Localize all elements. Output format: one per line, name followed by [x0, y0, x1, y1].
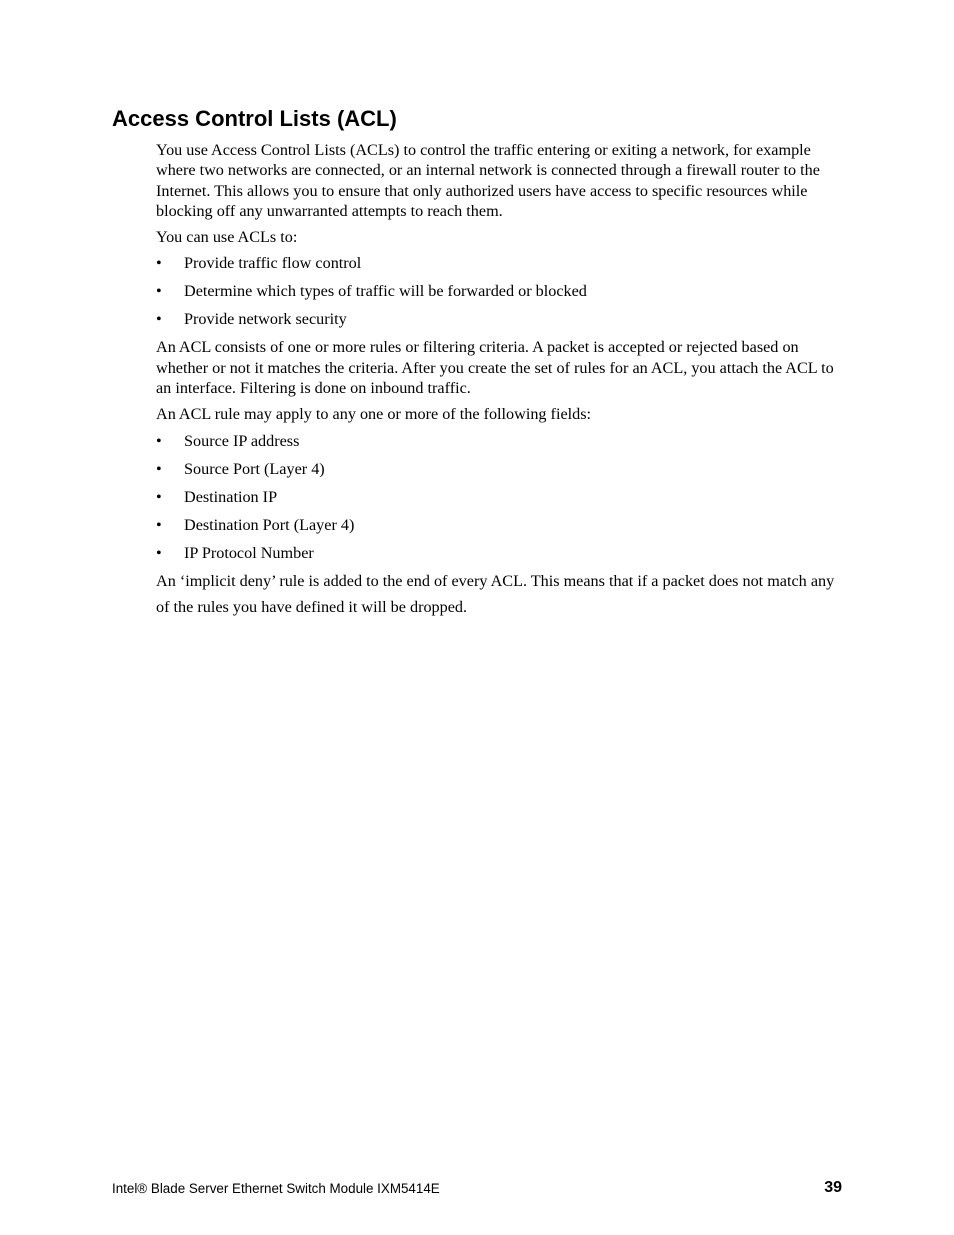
bullet: • [156, 431, 162, 450]
list-item-text: Source Port (Layer 4) [184, 459, 325, 478]
list-item-text: Provide network security [184, 310, 347, 329]
fields-list [156, 431, 846, 563]
page-number: 39 [824, 1179, 842, 1196]
bullet: • [156, 487, 162, 506]
footer-document-title: Intel® Blade Server Ethernet Switch Module IXM5414E [112, 1181, 440, 1196]
page-title: Access Control Lists (ACL) [112, 106, 397, 131]
body-content [156, 140, 846, 626]
list-item-text: Source IP address [184, 431, 300, 450]
list-item-text: Destination Port (Layer 4) [184, 515, 355, 534]
bullet: • [156, 282, 162, 301]
intro-paragraph: You use Access Control Lists (ACLs) to control the traffic entering or exiting a network, for example where two networks are connected, or an internal network is connected through a firewall router to the Internet. This allows you to ensure that only authorized users have access to specific resources while blocking off any unwarranted attempts to reach them. [156, 141, 820, 220]
rules-paragraph: An ACL consists of one or more rules or filtering criteria. A packet is accepted or rejected based on whether or not it matches the criteria. After you create the set of rules for an ACL, you attach the ACL to an interface. Filtering is done on inbound traffic. [156, 338, 834, 398]
list-item [156, 309, 846, 329]
list-item [156, 487, 846, 507]
list-item-text: Destination IP [184, 487, 278, 506]
bullet: • [156, 459, 162, 478]
bullet: • [156, 310, 162, 329]
list-item [156, 543, 846, 563]
uses-list [156, 253, 846, 329]
fields-lead-paragraph: An ACL rule may apply to any one or more of the following fields: [156, 405, 592, 424]
list-item [156, 515, 846, 535]
list-item-text: Determine which types of traffic will be forwarded or blocked [184, 282, 587, 301]
list-item [156, 431, 846, 451]
list-item [156, 281, 846, 301]
implicit-deny-paragraph: An ‘implicit deny’ rule is added to the end of every ACL. This means that if a packet does not match any of the rules you have defined it will be dropped. [156, 571, 835, 616]
bullet: • [156, 254, 162, 273]
bullet: • [156, 543, 162, 562]
list-item [156, 253, 846, 273]
uses-lead-paragraph: You can use ACLs to: [156, 228, 298, 247]
bullet: • [156, 515, 162, 534]
list-item [156, 459, 846, 479]
list-item-text: IP Protocol Number [184, 543, 314, 562]
list-item-text: Provide traffic flow control [184, 254, 362, 273]
